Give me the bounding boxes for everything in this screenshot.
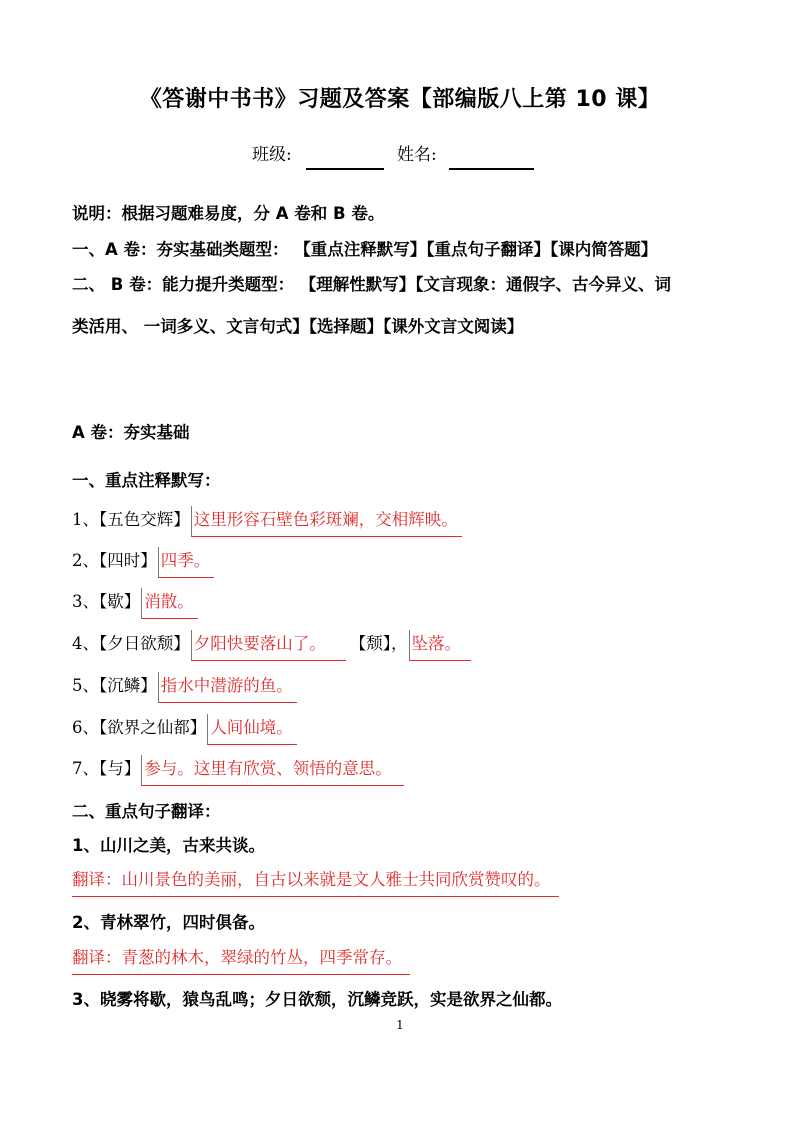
note-item-3 [72, 588, 198, 619]
note-num: 3、 [72, 592, 99, 611]
note-item-2 [72, 547, 214, 578]
translation-text: 翻译：青葱的林木，翠绿的竹丛，四季常存。 [72, 944, 410, 975]
note-num: 1、 [72, 510, 99, 529]
note-term: 【沉鳞】 [99, 676, 157, 695]
class-blank[interactable] [306, 168, 384, 170]
class-label: 班级: [252, 145, 292, 165]
note-item-1 [72, 506, 462, 537]
sentence-text: 、青林翠竹，四时俱备。 [83, 913, 265, 932]
sentence-num: 3 [72, 990, 84, 1009]
name-blank[interactable] [449, 168, 534, 170]
translation-text: 翻译：山川景色的美丽，自古以来就是文人雅士共同欣赏赞叹的。 [72, 866, 559, 897]
note-answer-2: 坠落。 [409, 630, 472, 661]
page-number: 1 [396, 1018, 404, 1032]
note-num: 4、 [72, 634, 99, 653]
note-answer: 夕阳快要落山了。 [191, 630, 346, 661]
note-term: 【与】 [99, 759, 141, 778]
sentence-1 [72, 832, 265, 856]
note-answer: 这里形容石壁色彩斑斓，交相辉映。 [191, 506, 462, 537]
translation-2 [72, 944, 410, 975]
note-item-7 [72, 755, 404, 786]
part2-title: 二、重点句子翻译： [72, 802, 221, 821]
note-item-5 [72, 672, 297, 703]
sentence-2 [72, 909, 265, 933]
name-label: 姓名: [397, 145, 437, 165]
sentence-num: 2 [72, 913, 84, 932]
note-num: 7、 [72, 759, 99, 778]
note-term-2: 【颓】， [349, 634, 408, 653]
section-a-title: A 卷：夯实基础 [72, 423, 190, 442]
note-answer: 人间仙境。 [207, 714, 297, 745]
note-answer: 消散。 [141, 588, 198, 619]
note-item-6 [72, 714, 297, 745]
page-title: 《答谢中书书》习题及答案【部编版八上第 10 课】 [139, 87, 661, 112]
note-num: 5、 [72, 676, 99, 695]
note-term: 【欲界之仙都】 [99, 718, 207, 737]
note-term: 【四时】 [99, 551, 157, 570]
note-answer: 指水中潜游的鱼。 [158, 672, 297, 703]
intro-note: 说明：根据习题难易度，分 A 卷和 B 卷。 [72, 204, 385, 223]
sentence-text: 、山川之美，古来共谈。 [83, 836, 265, 855]
sentence-text: 、晓雾将歇，猿鸟乱鸣；夕日欲颓，沉鳞竞跃，实是欲界之仙都。 [83, 990, 562, 1009]
note-term: 【歇】 [99, 592, 141, 611]
sentence-num: 1 [72, 836, 84, 855]
intro-b-line-1: 二、 B 卷：能力提升类题型： 【理解性默写】【文言现象：通假字、古今异义、词 [72, 275, 672, 294]
note-num: 2、 [72, 551, 99, 570]
note-item-4 [72, 630, 471, 661]
intro-b-line-2: 类活用、 一词多义、文言句式】【选择题】【课外文言文阅读】 [72, 317, 524, 336]
part1-title: 一、重点注释默写： [72, 471, 221, 490]
note-term: 【五色交辉】 [99, 510, 190, 529]
sentence-3 [72, 986, 562, 1010]
note-answer: 四季。 [158, 547, 215, 578]
note-term: 【夕日欲颓】 [99, 634, 190, 653]
intro-a-line: 一、A 卷：夯实基础类题型： 【重点注释默写】【重点句子翻译】【课内简答题】 [72, 240, 658, 259]
note-num: 6、 [72, 718, 99, 737]
translation-1 [72, 866, 559, 897]
note-answer: 参与。这里有欣赏、领悟的意思。 [141, 755, 404, 786]
